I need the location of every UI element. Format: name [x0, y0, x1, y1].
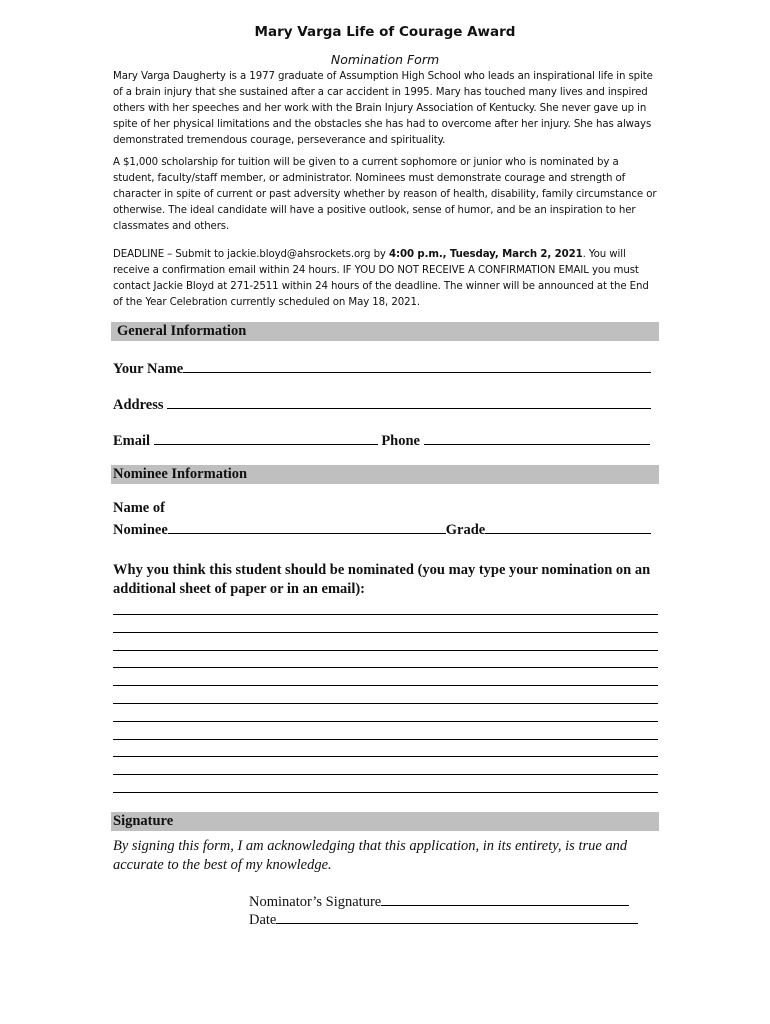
answer-line[interactable] [113, 756, 658, 757]
answer-line[interactable] [113, 650, 658, 651]
nominator-signature-row [249, 891, 629, 911]
general-information-header: General Information [111, 322, 659, 341]
nominator-signature-field[interactable] [381, 891, 629, 906]
deadline-text-start: DEADLINE – Submit to jackie.bloyd@ahsrockets.org by [113, 249, 390, 260]
date-field[interactable] [276, 909, 638, 924]
answer-line[interactable] [113, 685, 658, 686]
your-name-field[interactable] [183, 358, 651, 373]
address-label: Address [113, 397, 164, 413]
answer-line[interactable] [113, 774, 658, 775]
grade-label: Grade [445, 522, 486, 538]
signature-header: Signature [111, 812, 659, 831]
phone-field[interactable] [424, 430, 650, 445]
grade-field[interactable] [485, 519, 651, 534]
intro-paragraph-2: A $1,000 scholarship for tuition will be given to a current sophomore or junior who is nominated by a student, faculty/staff member, or administrator. Nominees must demonstrate courage and strength of character in spite of current or past adversity whether by reason of health, disability, family circumstance or otherwise. The ideal candidate will have a positive outlook, sense of humor, and be an inspiration to her classmates and others. [113, 157, 657, 232]
deadline-text-end: . You will receive a confirmation email within 24 hours. IF YOU DO NOT RECEIVE A CONFIRMATION EMAIL you must contact Jackie Bloyd at 271-2511 within 24 hours of the deadline. The winner will be announced at the End of the Year Celebration currently scheduled on May 18, 2021. [113, 249, 649, 308]
answer-line[interactable] [113, 703, 658, 704]
email-field[interactable] [154, 430, 378, 445]
answer-line[interactable] [113, 792, 658, 793]
nominee-grade-row [113, 519, 651, 539]
email-label: Email [113, 433, 151, 449]
answer-line[interactable] [113, 632, 658, 633]
nominee-name-field[interactable] [168, 519, 446, 534]
nominee-name-label-line1: Name of [113, 500, 165, 516]
your-name-label: Your Name [113, 361, 184, 377]
intro-paragraph-1: Mary Varga Daugherty is a 1977 graduate of Assumption High School who leads an inspirational life in spite of a brain injury that she sustained after a car accident in 1995. Mary has touched many lives and inspired others with her speeches and her work with the Brain Injury Association of Kentucky. She never gave up in spite of her physical limitations and the obstacles she has had to overcome after her injury. She has always demonstrated tremendous courage, perseverance and spirituality. [113, 71, 653, 146]
answer-line[interactable] [113, 721, 658, 722]
address-field[interactable] [167, 394, 651, 409]
deadline-date: 4:00 p.m., Tuesday, March 2, 2021 [389, 249, 583, 260]
phone-label: Phone [381, 433, 420, 449]
answer-line[interactable] [113, 614, 658, 615]
nominee-information-header: Nominee Information [111, 465, 659, 484]
acknowledgement-statement: By signing this form, I am acknowledging that this application, in its entirety, is true and accurate to the best of my knowledge. [113, 838, 628, 873]
answer-line[interactable] [113, 739, 658, 740]
deadline-paragraph [113, 247, 661, 311]
form-title: Mary Varga Life of Courage Award [254, 24, 516, 40]
nomination-reason-question: Why you think this student should be nominated (you may type your nomination on an additional sheet of paper or in an email): [113, 562, 651, 597]
your-name-row [113, 358, 651, 378]
form-subtitle: Nomination Form [330, 52, 440, 67]
date-label: Date [249, 912, 277, 928]
nominator-signature-label: Nominator’s Signature [249, 894, 382, 910]
email-phone-row [113, 430, 650, 450]
answer-line[interactable] [113, 667, 658, 668]
address-row [113, 394, 651, 414]
date-row [249, 909, 638, 929]
nominee-name-label: Nominee [113, 522, 168, 538]
